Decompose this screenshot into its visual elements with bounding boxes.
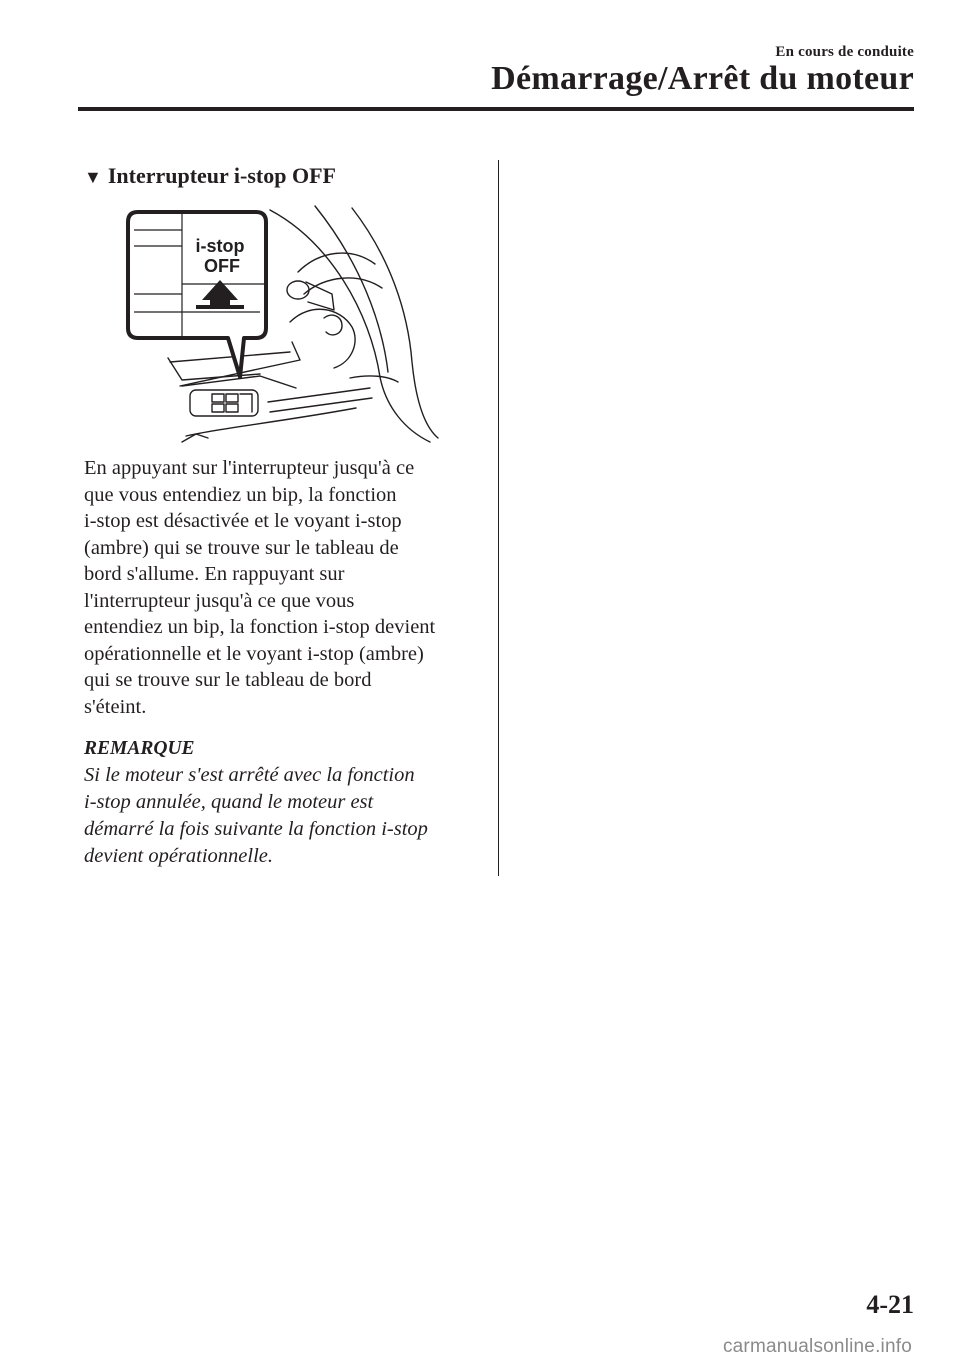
chapter-title: Démarrage/Arrêt du moteur [491, 60, 914, 97]
note-heading: REMARQUE [84, 738, 195, 759]
watermark: carmanualsonline.info [722, 1336, 912, 1357]
body-paragraph: En appuyant sur l'interrupteur jusqu'à ce que vous entendiez un bip, la fonction i-stop est désactivée et le voyant i-stop (ambre) qui se trouve sur le tableau de bord s'allume. En rappuyant sur l'interrupteur jusqu'à ce que vous entendiez un bip, la fonction i-stop devient opérationnelle et le voyant i-stop (ambre) qui se trouve sur le tableau de bord s'éteint. [84, 457, 436, 718]
note-text: Si le moteur s'est arrêté avec la fonction i-stop annulée, quand le moteur est démarré la fois suivante la fonction i-stop devient opérationnelle. [84, 764, 428, 867]
page-number: 4-21 [866, 1290, 914, 1319]
istop-switch-illustration [120, 202, 440, 448]
section-label: En cours de conduite [775, 44, 914, 60]
header-rule [78, 107, 914, 111]
triangle-marker-icon: ▼ [84, 167, 102, 187]
button-label-line2: OFF [204, 256, 240, 276]
subsection-heading [84, 163, 336, 189]
subsection-title: Interrupteur i-stop OFF [107, 163, 336, 188]
steering-wheel-outline [270, 210, 430, 442]
column-divider [498, 160, 499, 876]
button-label-line1: i-stop [195, 236, 245, 256]
